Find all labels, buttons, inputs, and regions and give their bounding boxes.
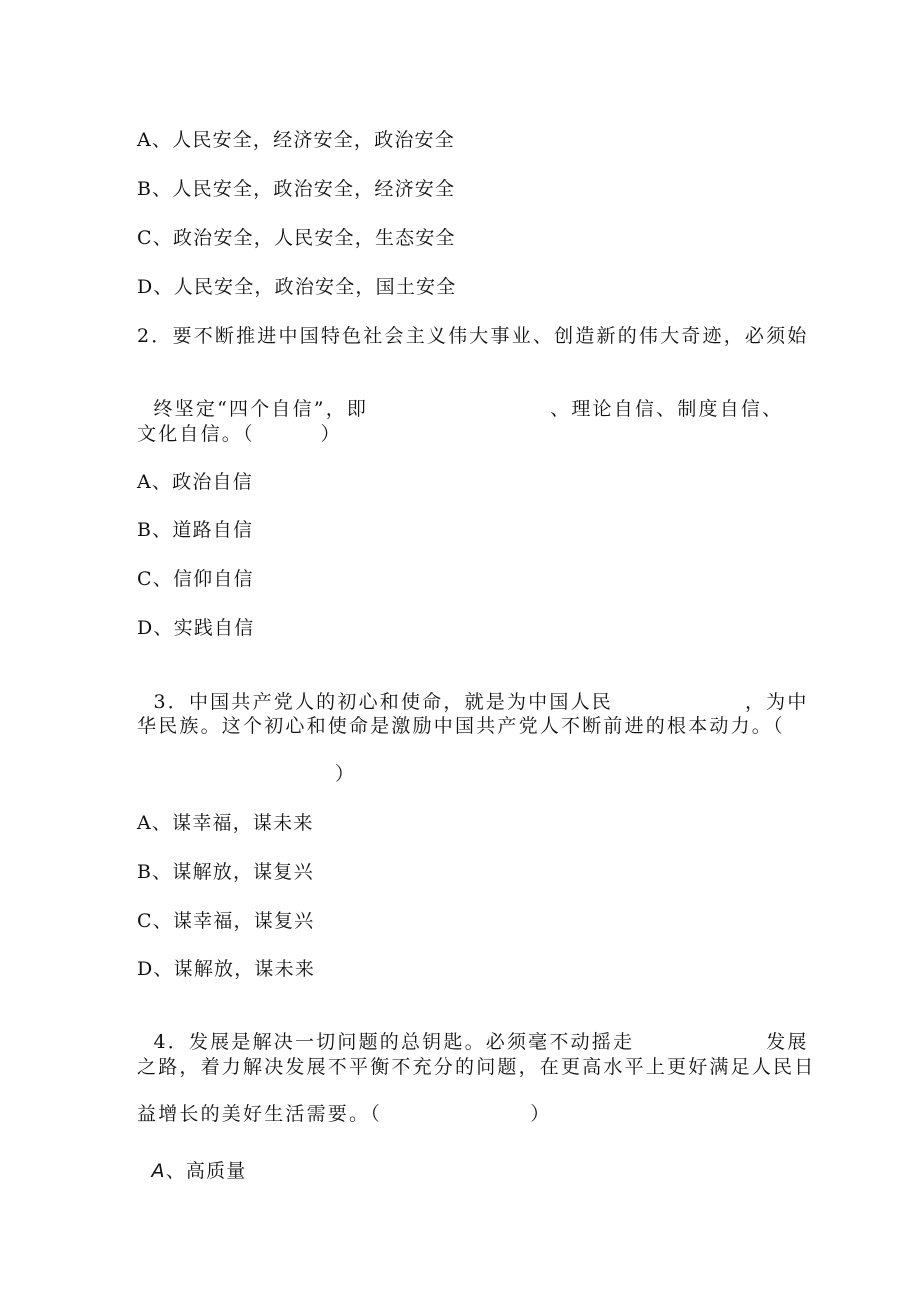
q4-stem-line-1 — [137, 1006, 809, 1054]
q3-stem-line-1 — [137, 666, 809, 714]
q4-option-a — [137, 1135, 247, 1183]
q2-option-c: C、信仰自信 — [137, 568, 254, 590]
q2-stem-line-2-before-blank: 终坚定“四个自信”，即 — [153, 398, 369, 420]
q4-option-a-letter: A — [151, 1160, 166, 1182]
q2-option-a: A、政治自信 — [137, 471, 253, 493]
q3-option-c: C、谋幸福，谋复兴 — [137, 910, 315, 932]
q2-option-b: B、道路自信 — [137, 519, 254, 541]
q2-option-d: D、实践自信 — [137, 617, 255, 639]
q1-option-d: D、人民安全，政治安全，国土安全 — [137, 276, 457, 298]
q2-stem-line-2-after-blank: 、理论自信、制度自信、 — [550, 398, 784, 420]
q3-stem-line-2: 华民族。这个初心和使命是激励中国共产党人不断前进的根本动力。（ — [137, 715, 785, 737]
q4-stem-line-1-after-blank: 发展 — [766, 1031, 809, 1053]
q3-stem-line-3: ） — [335, 763, 356, 785]
q2-stem-line-1: 2．要不断推进中国特色社会主义伟大事业、创造新的伟大奇迹，必须始 — [137, 325, 809, 347]
q3-stem-line-1-after-blank: ，为中 — [744, 691, 809, 713]
q3-option-a: A、谋幸福，谋未来 — [137, 812, 314, 834]
q1-option-c: C、政治安全，人民安全，生态安全 — [137, 227, 456, 249]
q4-stem-line-1-before-blank: 4．发展是解决一切问题的总钥匙。必须毫不动摇走 — [153, 1031, 635, 1053]
q2-stem-line-3: 文化自信。（ ） — [137, 423, 342, 445]
q4-stem-line-2: 之路，着力解决发展不平衡不充分的问题，在更高水平上更好满足人民日 — [137, 1056, 816, 1078]
q3-option-b: B、谋解放，谋复兴 — [137, 861, 314, 883]
q3-option-d: D、谋解放，谋未来 — [137, 958, 316, 980]
q3-stem-line-1-before-blank: 3．中国共产党人的初心和使命，就是为中国人民 — [153, 691, 613, 713]
q4-stem-line-3: 益增长的美好生活需要。（ ） — [137, 1103, 552, 1125]
q1-option-b: B、人民安全，政治安全，经济安全 — [137, 178, 456, 200]
q1-option-a: A、人民安全，经济安全，政治安全 — [137, 129, 455, 151]
q2-stem-line-2 — [137, 373, 783, 421]
q4-option-a-text: 、高质量 — [165, 1160, 247, 1182]
